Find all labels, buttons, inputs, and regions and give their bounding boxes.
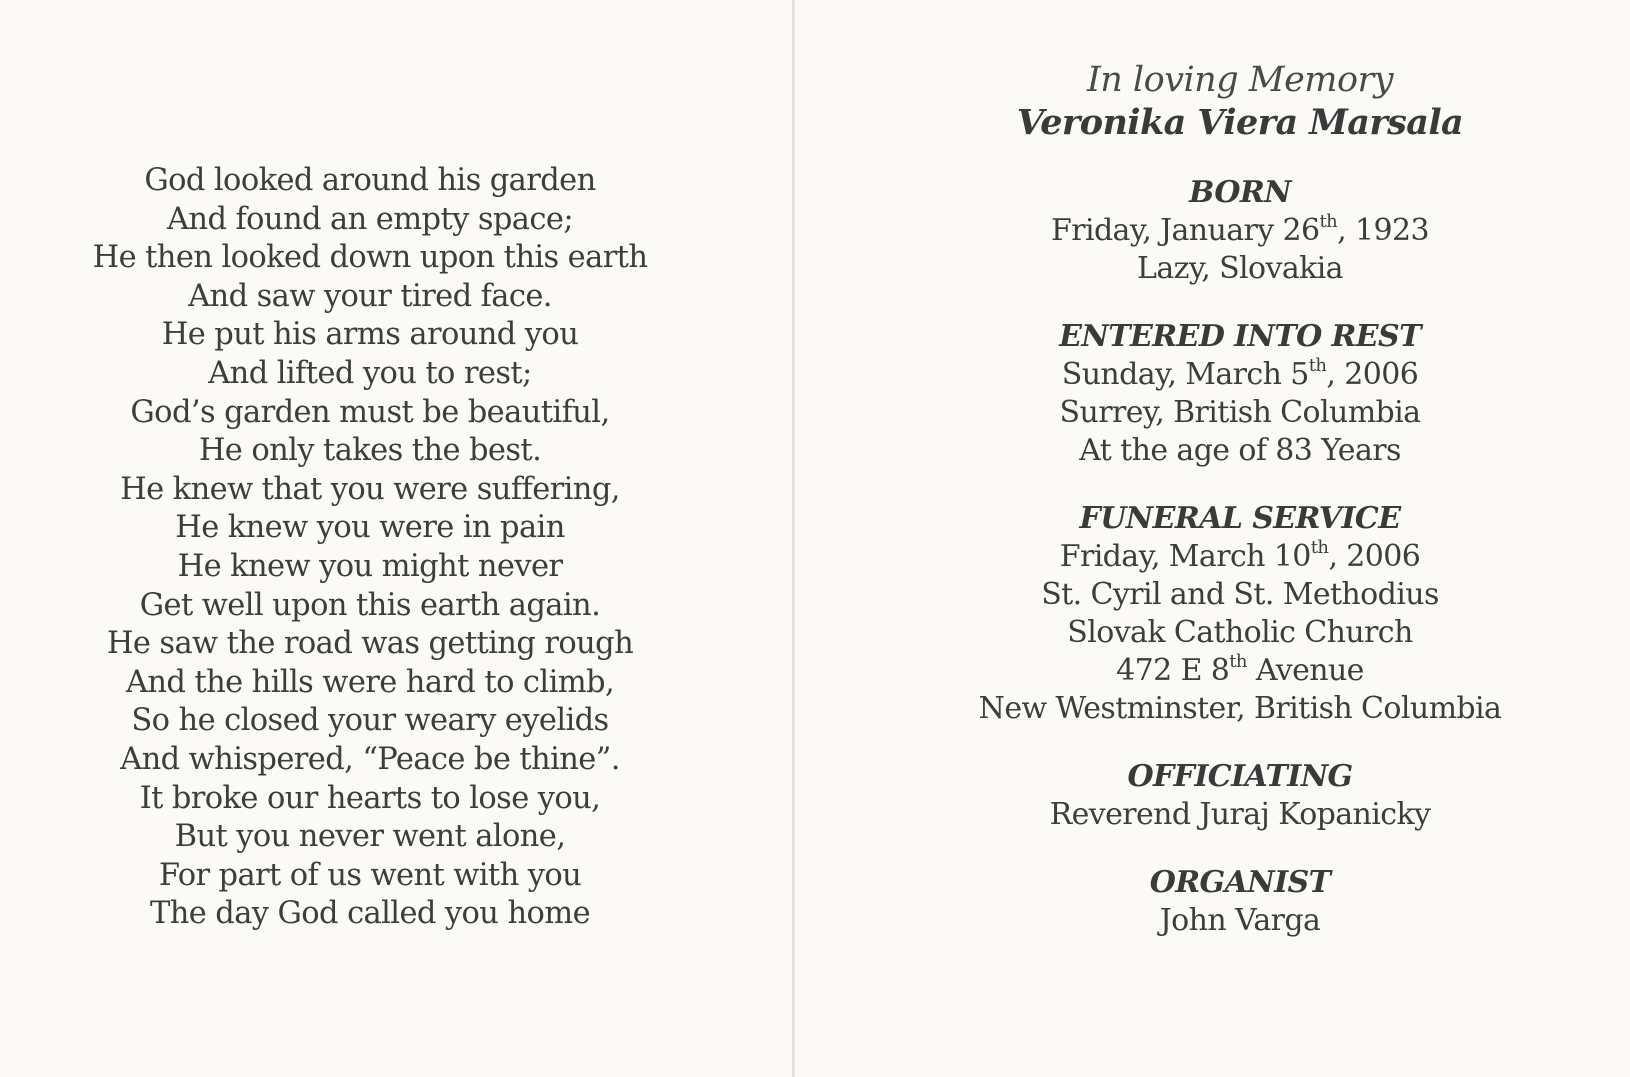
poem-line: Get well upon this earth again. [139,587,601,623]
funeral-section [930,500,1550,728]
rest-age: At the age of 83 Years [1079,433,1401,468]
poem-line: He saw the road was getting rough [106,626,634,662]
poem-line: He knew you might never [177,548,563,584]
officiant-name: Reverend Juraj Kopanicky [1049,797,1431,832]
officiating-heading: OFFICIATING [1127,759,1353,794]
church-city: New Westminster, British Columbia [978,691,1502,726]
born-date: Friday, January 26th, 1923 [1051,211,1429,248]
poem [60,162,680,934]
poem-line: He knew that you were suffering, [120,471,620,507]
born-heading: BORN [1189,175,1291,210]
poem-line: But you never went alone, [174,819,566,855]
poem-line: And lifted you to rest; [208,355,532,391]
poem-line: And found an empty space; [166,201,573,237]
poem-line: For part of us went with you [158,857,582,893]
organist-section [930,864,1550,940]
funeral-heading: FUNERAL SERVICE [1079,501,1401,536]
rest-place: Surrey, British Columbia [1059,395,1421,430]
church-name-line2: Slovak Catholic Church [1067,615,1413,650]
organist-heading: ORGANIST [1149,865,1331,900]
poem-line: He put his arms around you [161,317,579,353]
poem-line: It broke our hearts to lose you, [139,780,601,816]
rest-date: Sunday, March 5th, 2006 [1061,355,1419,392]
poem-line: The day God called you home [149,896,591,932]
memory-intro: In loving Memory [1086,60,1394,100]
deceased-name: Veronika Viera Marsala [1016,102,1464,143]
church-address: 472 E 8th Avenue [1116,651,1364,688]
poem-line: God looked around his garden [144,163,596,198]
center-fold [792,0,795,1077]
poem-line: And the hills were hard to climb, [125,664,615,700]
poem-line: He knew you were in pain [175,510,565,546]
church-name-line1: St. Cyril and St. Methodius [1041,577,1439,612]
organist-name: John Varga [1159,903,1321,938]
born-section [930,174,1550,288]
poem-line: And saw your tired face. [188,278,552,314]
rest-heading: ENTERED INTO REST [1059,319,1421,354]
funeral-date: Friday, March 10th, 2006 [1059,537,1421,574]
poem-line: He only takes the best. [198,433,542,469]
poem-line: God’s garden must be beautiful, [130,394,610,430]
poem-line: He then looked down upon this earth [92,240,648,276]
poem-line: And whispered, “Peace be thine”. [120,741,620,777]
rest-section [930,318,1550,470]
memorial-details [930,58,1550,940]
poem-line: So he closed your weary eyelids [131,703,609,739]
born-place: Lazy, Slovakia [1137,251,1343,286]
officiating-section [930,758,1550,834]
